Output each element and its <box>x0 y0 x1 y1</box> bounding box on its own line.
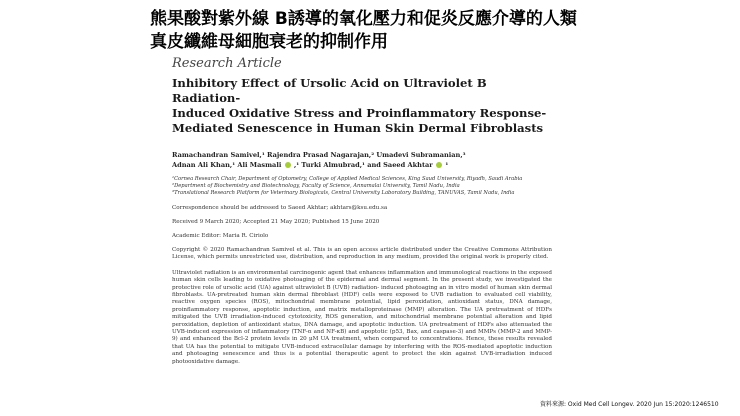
authors-line-2-part-c: ¹ <box>445 161 449 169</box>
paper-page <box>172 56 552 366</box>
authors-line-2-part-b: ,¹ Turki Almubrad,¹ and Saeed Akhtar <box>293 161 433 169</box>
abstract-text: Ultraviolet radiation is an environmental carcinogenic agent that enhances inflammation and immunological reactions in the exposed human skin cells leading to oxidative photoaging of the epidermal and dermal segment. In the present study, we investigated the protective role of ursolic acid (UA) against ultraviolet B (UVB) radiation- induced photoaging an in vitro model of human skin dermal fibroblasts. UA-pretreated human skin dermal fibroblast (HDF) cells were exposed to UVB radiation to evaluated cell viability, reactive oxygen species (ROS), mitochondrial membrane potential, lipid peroxidation, antioxidant status, DNA damage, proinflammatory response, apoptotic induction, and matrix metalloproteinase (MMP) alteration. The UA pretreatment of HDFs mitigated the UVB irradiation-induced cytotoxicity, ROS generation, and mitochondrial membrane potential alteration and lipid peroxidation, depletion of antioxidant status, DNA damage, and apoptotic induction. UA pretreatment of HDFs also attenuated the UVB-induced expression of inflammatory (TNF-α and NF-κB) and apoptotic (p53, Bax, and caspase-3) and MMPs (MMP-2 and MMP-9) and enhanced the Bcl-2 protein levels in 20 μM UA treatment, when compared to concentrations. Hence, these results revealed that UA has the potential to mitigate UVB-induced extracellular damage by interfering with the ROS-mediated apoptotic induction and photoaging senescence and thus is a potential therapeutic agent to protect the skin against UVB-irradiation induced photooxidative damage. <box>172 269 552 365</box>
orcid-icon[interactable] <box>436 162 442 168</box>
publication-dates: Received 9 March 2020; Accepted 21 May 2020; Published 15 June 2020 <box>172 218 380 225</box>
orcid-icon[interactable] <box>285 162 291 168</box>
academic-editor: Academic Editor: Maria R. Ciriolo <box>172 232 269 239</box>
headline-line-1: 熊果酸對紫外線 B誘導的氧化壓力和促炎反應介導的人類 <box>150 9 577 29</box>
affiliation-2: ²Department of Biochemistry and Biotechnology, Faculty of Science, Annamalai University, Tamil Nadu, India <box>172 183 460 190</box>
affiliation-1: ¹Cornea Research Chair, Department of Optometry, College of Applied Medical Sciences, King Saud University, Riyadh, Saudi Arabia <box>172 176 523 182</box>
headline-line-2: 真皮纖維母細胞衰老的抑制作用 <box>150 32 388 52</box>
paper-title-line-3: Mediated Senescence in Human Skin Dermal Fibroblasts <box>172 121 544 135</box>
authors-line-1: Ramachandran Samivel,¹ Rajendra Prasad Nagarajan,² Umadevi Subramanian,³ <box>172 151 466 159</box>
paper-title-line-1: Inhibitory Effect of Ursolic Acid on Ultraviolet B Radiation- <box>172 76 487 105</box>
author-list <box>172 150 552 170</box>
affiliations <box>172 176 552 198</box>
affiliation-3: ³Translational Research Platform for Veterinary Biologicals, Central University Laboratory Building, TANUVAS, Tamil Nadu, India <box>172 190 515 197</box>
correspondence: Correspondence should be addressed to Saeed Akhtar; akhtars@ksu.edu.sa <box>172 204 388 211</box>
copyright-notice: Copyright © 2020 Ramachandran Samivel et al. This is an open access article distributed under the Creative Commons Attribution License, which permits unrestricted use, distribution, and reproduction in any medium, provided the original work is properly cited. <box>172 246 552 261</box>
article-type-label: Research Article <box>172 56 282 71</box>
source-citation: 資料來源: Oxid Med Cell Longev. 2020 Jun 15:2020:1246510 <box>540 401 719 408</box>
authors-line-2 <box>172 160 552 170</box>
paper-title <box>172 76 552 136</box>
paper-title-line-2: Induced Oxidative Stress and Proinflammatory Response- <box>172 106 547 120</box>
slide-headline <box>150 8 710 54</box>
authors-line-2-part-a: Adnan Ali Khan,¹ Ali Masmali <box>172 161 282 169</box>
